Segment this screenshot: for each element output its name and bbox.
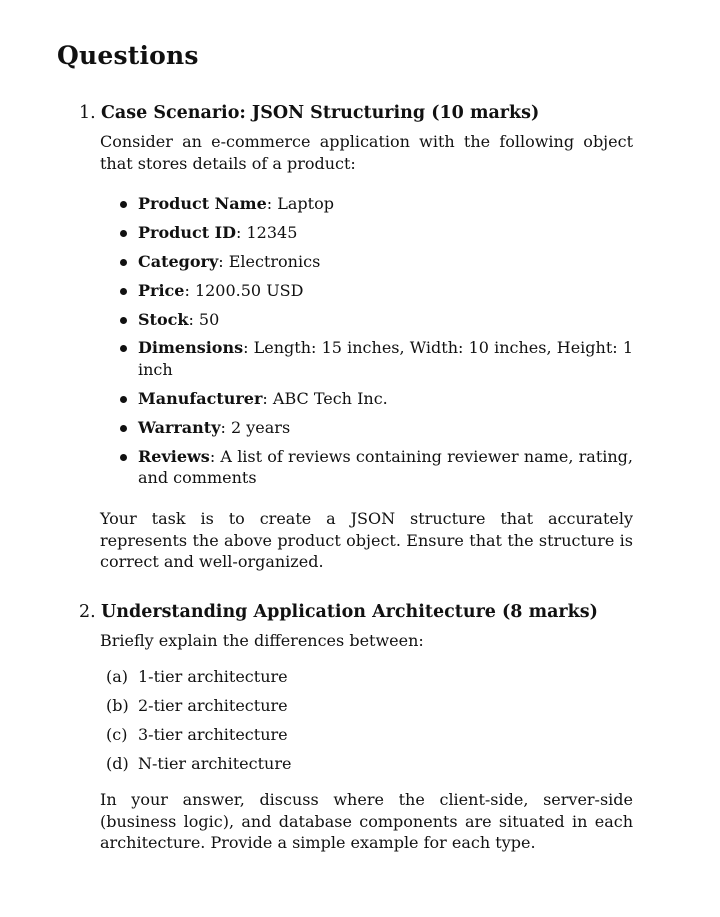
bullet-icon: [120, 259, 127, 266]
attribute-value: : 12345: [236, 222, 298, 242]
item-label: (a): [106, 667, 129, 686]
item-text: 3-tier architecture: [138, 725, 288, 745]
attribute-label: Reviews: [138, 446, 210, 466]
list-item: [100, 222, 633, 244]
list-item: [100, 280, 633, 302]
attribute-value: : 50: [188, 309, 220, 329]
list-item: [100, 337, 633, 380]
question-number: 1.: [79, 103, 96, 123]
item-label: (d): [106, 754, 129, 774]
question-number: 2.: [79, 602, 96, 622]
list-item: [100, 193, 633, 215]
section-heading: Questions: [57, 41, 199, 70]
list-item: [100, 724, 633, 746]
attribute-value: : 1200.50 USD: [184, 280, 304, 300]
question-1-heading: [79, 101, 539, 125]
attribute-label: Stock: [138, 309, 189, 329]
attribute-label: Price: [138, 280, 185, 300]
attribute-value: : ABC Tech Inc.: [262, 388, 388, 408]
list-item: [100, 695, 633, 717]
bullet-icon: [120, 396, 127, 403]
bullet-icon: [120, 201, 127, 208]
attribute-label: Warranty: [138, 417, 221, 437]
question-title: Case Scenario: JSON Structuring (10 marks): [101, 103, 540, 123]
attribute-label: Dimensions: [138, 338, 244, 358]
architecture-list: [100, 666, 633, 782]
question-title: Understanding Application Architecture (8 marks): [101, 602, 598, 622]
product-attribute-list: [100, 193, 633, 496]
attribute-label: Category: [138, 251, 219, 271]
attribute-value: : Electronics: [218, 251, 321, 271]
list-item: [100, 309, 633, 331]
list-item: [100, 388, 633, 410]
bullet-icon: [120, 288, 127, 295]
bullet-icon: [120, 317, 127, 324]
bullet-icon: [120, 345, 127, 352]
bullet-icon: [120, 454, 127, 461]
item-text: N-tier architecture: [138, 754, 292, 774]
list-item: [100, 446, 633, 489]
attribute-value: : Laptop: [266, 194, 334, 213]
attribute-label: Product ID: [138, 222, 237, 242]
question-1-intro: Consider an e-commerce application with the following object that stores details of a product:: [100, 132, 633, 173]
attribute-label: Manufacturer: [138, 388, 263, 408]
item-label: (c): [106, 725, 128, 745]
question-2-intro: Briefly explain the differences between:: [100, 631, 424, 650]
item-text: 1-tier architecture: [138, 667, 288, 686]
list-item: [100, 251, 633, 273]
item-text: 2-tier architecture: [138, 696, 288, 716]
question-1-task: Your task is to create a JSON structure that accurately represents the above product object. Ensure that the structure is correct and well-organized.: [100, 509, 633, 571]
attribute-value: : A list of reviews containing reviewer name, rating, and comments: [138, 446, 633, 488]
item-label: (b): [106, 696, 129, 716]
list-item: [100, 753, 633, 775]
bullet-icon: [120, 230, 127, 237]
list-item: [100, 417, 633, 439]
question-2-heading: [79, 600, 598, 624]
attribute-label: Product Name: [138, 194, 267, 213]
question-2-task: In your answer, discuss where the client-side, server-side (business logic), and database components are situated in each architecture. Provide a simple example for each type.: [100, 790, 633, 852]
attribute-value: : 2 years: [220, 417, 291, 437]
list-item: [100, 666, 633, 688]
attribute-value: : Length: 15 inches, Width: 10 inches, Height: 1 inch: [138, 338, 633, 379]
bullet-icon: [120, 425, 127, 432]
